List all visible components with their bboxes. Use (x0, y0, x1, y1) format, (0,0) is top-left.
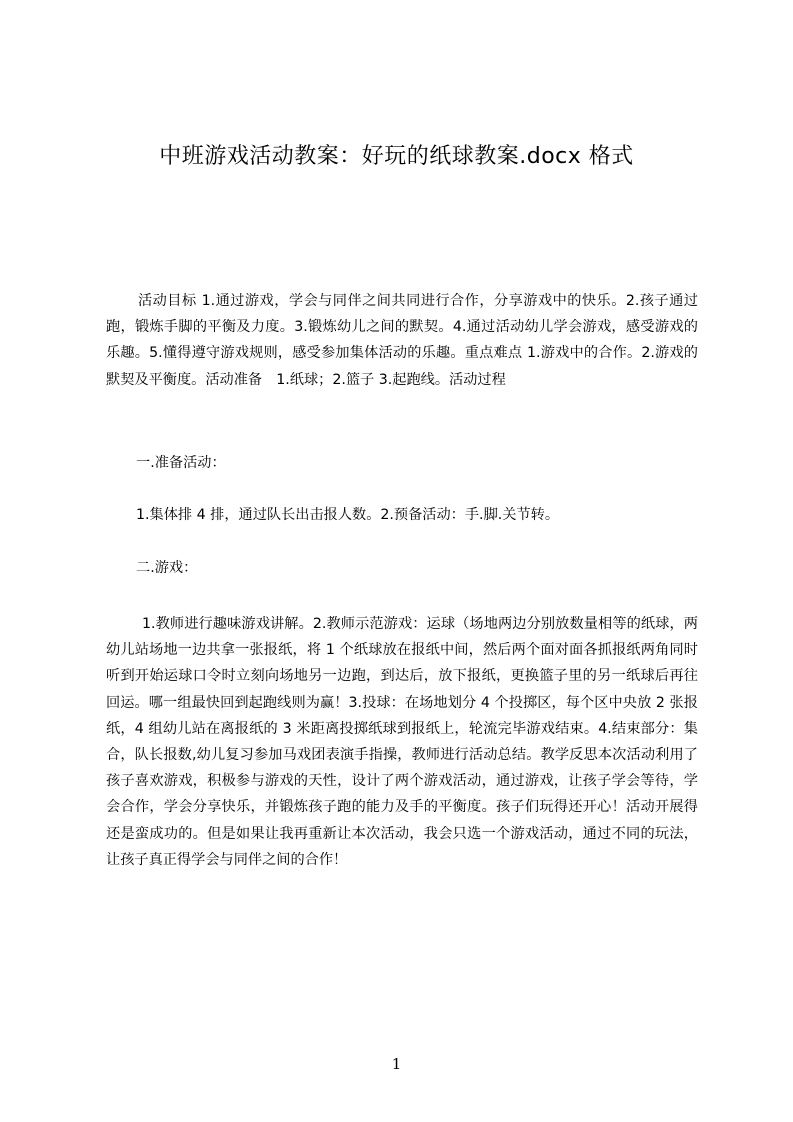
page-number: 1 (391, 1055, 402, 1073)
preparation-paragraph: 1.集体排 4 排，通过队长出击报人数。2.预备活动：手.脚.关节转。 (136, 507, 560, 523)
document-title: 中班游戏活动教案：好玩的纸球教案.docx 格式 (159, 144, 634, 169)
section-heading-game: 二.游戏： (136, 560, 198, 576)
intro-paragraph: 活动目标 1.通过游戏，学会与同伴之间共同进行合作，分享游戏中的快乐。2.孩子通过跑，锻炼手脚的平衡及力度。3.锻炼幼儿之间的默契。4.通过活动幼儿学会游戏，感受游戏的乐趣。5.懂得遵守游戏规则，感受参加集体活动的乐趣。重点难点 1.游戏中的合作。2.游戏的默契及平衡度。活动准备 1.纸球；2.篮子 3.起跑线。活动过程 (106, 293, 698, 388)
section-heading-preparation: 一.准备活动： (136, 455, 226, 471)
game-paragraph: 1.教师进行趣味游戏讲解。2.教师示范游戏：运球（场地两边分别放数量相等的纸球，两幼儿站场地一边共拿一张报纸，将 1 个纸球放在报纸中间，然后两个面对面各抓报纸两角同时听到开始运球口令时立刻向场地另一边跑，到达后，放下报纸，更换篮子里的另一纸球后再往回运。哪一组最快回到起跑线则为赢！3.投球：在场地划分 4 个投掷区，每个区中央放 2 张报纸，4 组幼儿站在离报纸的 3 米距离投掷纸球到报纸上，轮流完毕游戏结束。4.结束部分：集合，队长报数,幼儿复习参加马戏团表演手指操，教师进行活动总结。教学反思本次活动利用了孩子喜欢游戏，积极参与游戏的天性，设计了两个游戏活动，通过游戏，让孩子学会等待，学会合作，学会分享快乐，并锻炼孩子跑的能力及手的平衡度。孩子们玩得还开心！活动开展得还是蛮成功的。但是如果让我再重新让本次活动，我会只选一个游戏活动，通过不同的玩法，让孩子真正得学会与同伴之间的合作！ (106, 616, 698, 868)
